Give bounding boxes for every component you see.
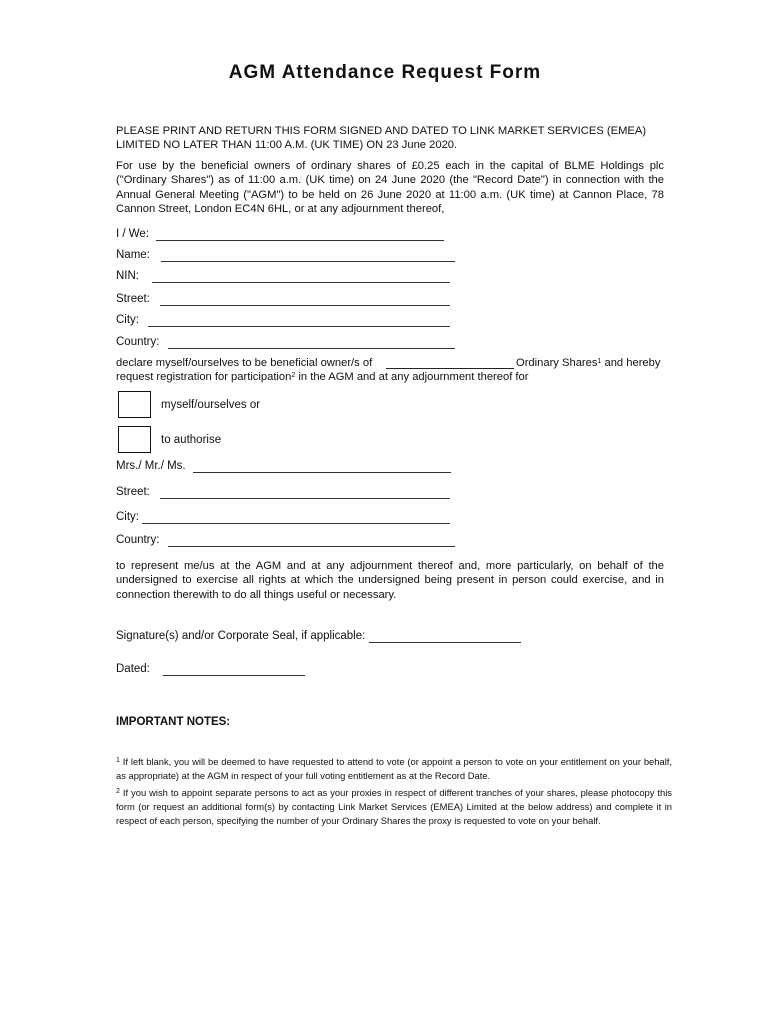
note-1-number: 1 (116, 757, 120, 764)
signature-label: Signature(s) and/or Corporate Seal, if applicable: (116, 630, 366, 642)
street-label: Street: (116, 293, 150, 305)
name-field (116, 248, 455, 262)
note-2-number: 2 (116, 788, 120, 795)
representation-text: to represent me/us at the AGM and at any adjournment thereof and, more particularly, on behalf of the undersigned to exercise all rights at which the undersigned being present in person could exercise, and in connection therewith to do all things useful or necessary. (116, 560, 664, 601)
city-label: City: (116, 314, 139, 326)
city-input[interactable] (148, 315, 450, 327)
note-2 (116, 786, 672, 827)
proxy-name-field (116, 459, 451, 473)
proxy-country-label: Country: (116, 534, 160, 546)
proxy-country-field (116, 533, 455, 547)
declaration-part1: declare myself/ourselves to be beneficial owner/s of (116, 357, 373, 369)
nin-input[interactable] (152, 271, 450, 283)
proxy-name-input[interactable] (193, 461, 451, 473)
country-input[interactable] (168, 337, 455, 349)
proxy-street-field (116, 485, 450, 499)
proxy-city-field (116, 510, 450, 524)
note-1 (116, 755, 672, 783)
iwe-input[interactable] (156, 229, 444, 241)
shares-quantity-input[interactable] (386, 357, 514, 369)
notes-heading: IMPORTANT NOTES: (116, 716, 231, 728)
street-field (116, 292, 450, 306)
note-2-text: If you wish to appoint separate persons to act as your proxies in respect of different tranches of your shares, please photocopy this form (or request an additional form(s) by contacting Link Market Services (EMEA) Limited at the below address) and complete it in respect of each person, specifying the number of your Ordinary Shares the proxy is requested to vote on your behalf. (116, 787, 672, 826)
signature-field (116, 629, 521, 643)
intro-instruction: PLEASE PRINT AND RETURN THIS FORM SIGNED AND DATED TO LINK MARKET SERVICES (EMEA) LIMITED NO LATER THAN 11:00 A.M. (UK TIME) ON 23 June 2020. (116, 125, 647, 152)
street-input[interactable] (160, 294, 450, 306)
name-label: Name: (116, 249, 150, 261)
name-input[interactable] (161, 250, 455, 262)
authorise-checkbox-label: to authorise (161, 434, 222, 446)
dated-field (116, 662, 305, 676)
country-label: Country: (116, 336, 160, 348)
myself-checkbox-label: myself/ourselves or (161, 399, 261, 411)
proxy-country-input[interactable] (168, 535, 455, 547)
nin-field (116, 269, 450, 283)
iwe-label: I / We: (116, 228, 150, 240)
city-field (116, 313, 450, 327)
dated-label: Dated: (116, 663, 150, 675)
dated-input[interactable] (163, 664, 305, 676)
nin-label: NIN: (116, 270, 139, 282)
proxy-street-input[interactable] (160, 487, 450, 499)
eligibility-text: For use by the beneficial owners of ordinary shares of £0.25 each in the capital of BLME Holdings plc ("Ordinary Shares") as of 11:00 a.m. (UK time) on 24 June 2020 (the "Record Date") in connection with the Annual General Meeting ("AGM") to be held on 26 June 2020 at 11:00 a.m. (UK time) at Cannon Place, 78 Cannon Street, London EC4N 6HL, or at any adjournment thereof, (116, 160, 664, 216)
form-title: AGM Attendance Request Form (228, 62, 542, 83)
signature-input[interactable] (369, 631, 521, 643)
proxy-city-label: City: (116, 511, 139, 523)
declaration-shares: Ordinary Shares$^1$ and hereby (516, 357, 661, 369)
declaration-line2: request registration for participation$^2$ in the AGM and at any adjournment thereof for (116, 371, 529, 384)
authorise-checkbox[interactable] (118, 426, 151, 453)
proxy-name-label: Mrs./ Mr./ Ms. (116, 460, 186, 472)
note-1-text: If left blank, you will be deemed to have requested to attend to vote (or appoint a person to vote on your entitlement on your behalf, as appropriate) at the AGM in respect of your full voting entitlement as at the Record Date. (116, 756, 672, 781)
myself-checkbox[interactable] (118, 391, 151, 418)
country-field (116, 335, 455, 349)
iwe-field (116, 227, 444, 241)
proxy-street-label: Street: (116, 486, 150, 498)
proxy-city-input[interactable] (142, 512, 450, 524)
